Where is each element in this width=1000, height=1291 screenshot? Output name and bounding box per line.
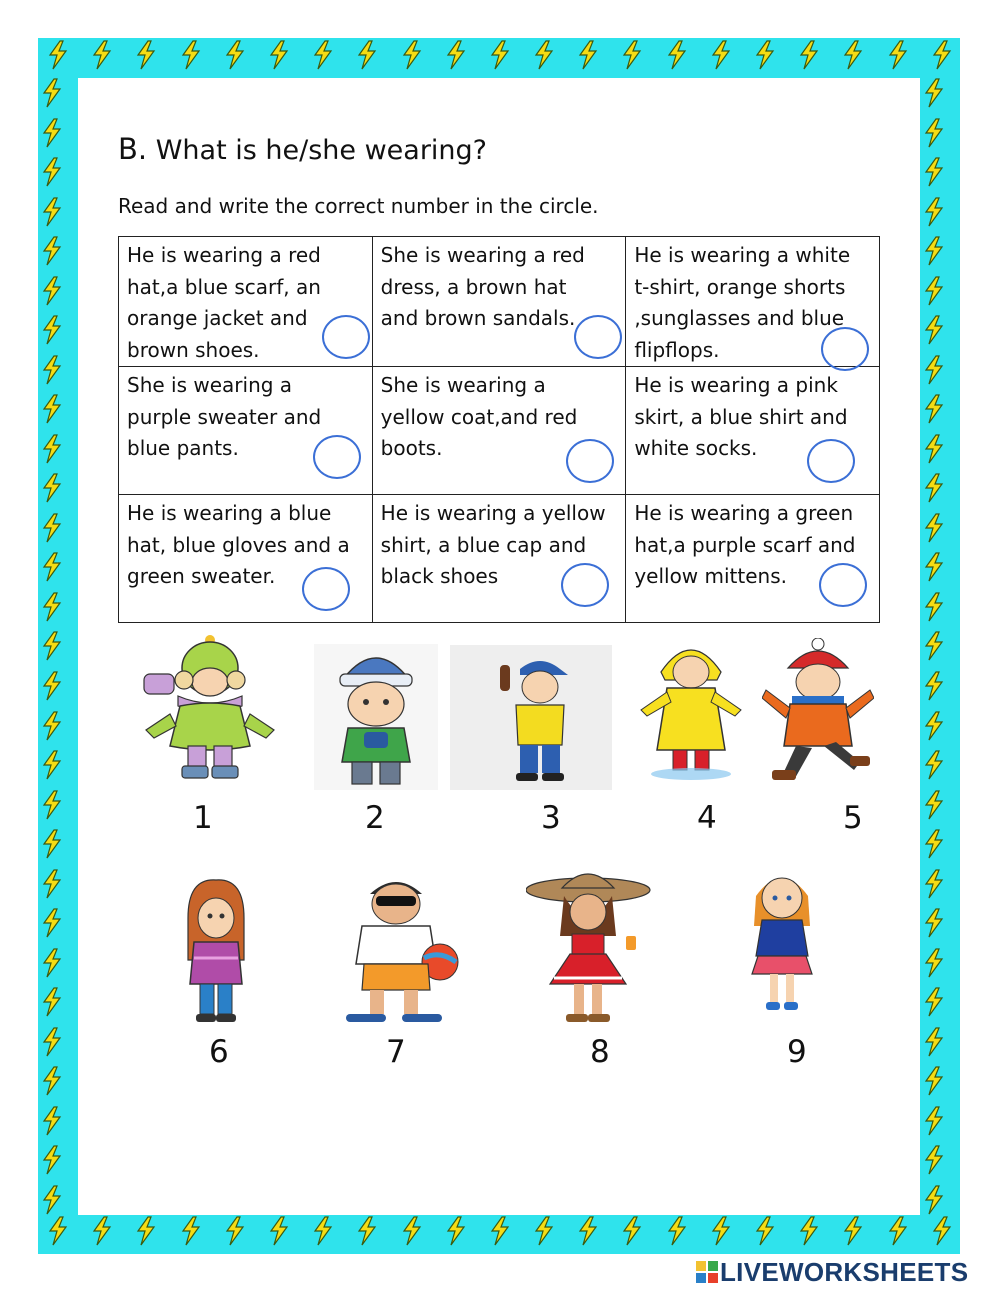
lightning-bolt-icon bbox=[620, 1216, 644, 1246]
lightning-bolt-icon bbox=[922, 869, 946, 899]
table-row bbox=[119, 495, 880, 623]
lightning-bolt-icon bbox=[886, 40, 910, 70]
clue-cell bbox=[626, 237, 880, 367]
clue-line: He is wearing a pink bbox=[634, 373, 838, 397]
lightning-bolt-icon bbox=[90, 40, 114, 70]
clue-cell bbox=[119, 237, 373, 367]
lightning-bolt-icon bbox=[40, 631, 64, 661]
figure-number: 5 bbox=[843, 800, 863, 836]
lightning-bolt-icon bbox=[922, 948, 946, 978]
lightning-bolt-icon bbox=[40, 829, 64, 859]
lightning-bolt-icon bbox=[40, 1185, 64, 1215]
lightning-bolt-icon bbox=[922, 197, 946, 227]
lightning-bolt-icon bbox=[922, 829, 946, 859]
girl-purple-sweater-icon bbox=[180, 878, 252, 1024]
clue-table bbox=[118, 236, 880, 623]
boy-yellow-shirt-blue-cap-icon bbox=[450, 645, 612, 790]
table-row bbox=[119, 367, 880, 495]
figure-number: 7 bbox=[386, 1034, 406, 1070]
clue-line: He is wearing a red bbox=[127, 243, 321, 267]
lightning-bolt-icon bbox=[922, 1066, 946, 1096]
lightning-bolt-icon bbox=[223, 40, 247, 70]
clue-cell bbox=[119, 367, 373, 495]
clue-line: yellow mittens. bbox=[634, 564, 787, 588]
instructions: Read and write the correct number in the circle. bbox=[118, 194, 599, 218]
clue-line: purple sweater and bbox=[127, 404, 322, 429]
clue-cell bbox=[372, 495, 626, 623]
clue-line: green sweater. bbox=[127, 564, 276, 588]
lightning-bolt-icon bbox=[40, 236, 64, 266]
lightning-bolt-icon bbox=[922, 276, 946, 306]
lightning-bolt-icon bbox=[922, 987, 946, 1017]
lightning-bolt-icon bbox=[532, 40, 556, 70]
lightning-bolt-icon bbox=[40, 711, 64, 741]
child-green-coat-earmuffs-icon bbox=[138, 634, 282, 780]
border-top-bolts bbox=[46, 40, 954, 76]
lightning-bolt-icon bbox=[922, 236, 946, 266]
lightning-bolt-icon bbox=[576, 40, 600, 70]
lightning-bolt-icon bbox=[922, 157, 946, 187]
lightning-bolt-icon bbox=[40, 1145, 64, 1175]
lightning-bolt-icon bbox=[922, 78, 946, 108]
clue-line: orange jacket and bbox=[127, 306, 308, 330]
exercise-letter: B. bbox=[118, 132, 148, 166]
answer-circle[interactable] bbox=[819, 563, 867, 607]
lightning-bolt-icon bbox=[576, 1216, 600, 1246]
lightning-bolt-icon bbox=[134, 1216, 158, 1246]
lightning-bolt-icon bbox=[922, 315, 946, 345]
clue-line: hat, blue gloves and a bbox=[127, 532, 350, 557]
lightning-bolt-icon bbox=[620, 40, 644, 70]
lightning-bolt-icon bbox=[134, 40, 158, 70]
lightning-bolt-icon bbox=[267, 1216, 291, 1246]
clue-line: He is wearing a blue bbox=[127, 501, 332, 525]
lightning-bolt-icon bbox=[46, 1216, 70, 1246]
lightning-bolt-icon bbox=[922, 671, 946, 701]
lightning-bolt-icon bbox=[311, 1216, 335, 1246]
girl-blue-shirt-pink-skirt-icon bbox=[738, 866, 826, 1014]
lightning-bolt-icon bbox=[40, 750, 64, 780]
border-left-bolts bbox=[40, 78, 76, 1215]
clue-line: He is wearing a white bbox=[634, 243, 851, 267]
clue-line: black shoes bbox=[380, 564, 499, 588]
boy-white-tshirt-sunglasses-icon bbox=[340, 870, 460, 1026]
lightning-bolt-icon bbox=[753, 40, 777, 70]
answer-circle[interactable] bbox=[821, 327, 869, 371]
clue-cell bbox=[372, 237, 626, 367]
clue-line: hat,a blue scarf, an bbox=[127, 274, 321, 299]
clue-line: hat,a purple scarf and bbox=[634, 532, 856, 557]
clue-cell bbox=[119, 495, 373, 623]
lightning-bolt-icon bbox=[922, 750, 946, 780]
clue-line: brown shoes. bbox=[127, 337, 260, 362]
figure-number: 2 bbox=[365, 800, 385, 836]
lightning-bolt-icon bbox=[40, 78, 64, 108]
answer-circle[interactable] bbox=[313, 435, 361, 479]
lightning-bolt-icon bbox=[40, 948, 64, 978]
clue-line: boots. bbox=[380, 436, 443, 460]
lightning-bolt-icon bbox=[223, 1216, 247, 1246]
boy-blue-hat-green-sweater-icon bbox=[314, 644, 438, 790]
lightning-bolt-icon bbox=[46, 40, 70, 70]
clue-line: She is wearing a red bbox=[380, 243, 585, 267]
figure-number: 6 bbox=[209, 1034, 229, 1070]
lightning-bolt-icon bbox=[841, 40, 865, 70]
lightning-bolt-icon bbox=[179, 1216, 203, 1246]
lightning-bolt-icon bbox=[841, 1216, 865, 1246]
figure-number: 4 bbox=[697, 800, 717, 836]
lightning-bolt-icon bbox=[797, 40, 821, 70]
lightning-bolt-icon bbox=[355, 40, 379, 70]
lightning-bolt-icon bbox=[40, 671, 64, 701]
lightning-bolt-icon bbox=[922, 1027, 946, 1057]
lightning-bolt-icon bbox=[922, 552, 946, 582]
clue-cell bbox=[372, 367, 626, 495]
boy-orange-jacket-red-hat-icon bbox=[762, 638, 874, 784]
clue-line: skirt, a blue shirt and bbox=[634, 404, 848, 429]
answer-circle[interactable] bbox=[322, 315, 370, 359]
exercise-heading bbox=[118, 132, 487, 166]
liveworksheets-logo-icon bbox=[696, 1261, 718, 1283]
lightning-bolt-icon bbox=[355, 1216, 379, 1246]
answer-circle[interactable] bbox=[807, 439, 855, 483]
answer-circle[interactable] bbox=[574, 315, 622, 359]
clue-line: ,sunglasses and blue bbox=[634, 306, 845, 330]
girl-red-dress-brown-hat-icon bbox=[526, 866, 654, 1028]
lightning-bolt-icon bbox=[40, 276, 64, 306]
lightning-bolt-icon bbox=[930, 1216, 954, 1246]
lightning-bolt-icon bbox=[922, 790, 946, 820]
lightning-bolt-icon bbox=[40, 987, 64, 1017]
table-row bbox=[119, 237, 880, 367]
lightning-bolt-icon bbox=[922, 908, 946, 938]
lightning-bolt-icon bbox=[40, 118, 64, 148]
lightning-bolt-icon bbox=[40, 434, 64, 464]
figure-number: 3 bbox=[541, 800, 561, 836]
lightning-bolt-icon bbox=[444, 1216, 468, 1246]
lightning-bolt-icon bbox=[90, 1216, 114, 1246]
lightning-bolt-icon bbox=[444, 40, 468, 70]
lightning-bolt-icon bbox=[922, 1145, 946, 1175]
clue-line: white socks. bbox=[634, 436, 758, 460]
lightning-bolt-icon bbox=[532, 1216, 556, 1246]
border-right-bolts bbox=[922, 78, 958, 1215]
answer-circle[interactable] bbox=[561, 563, 609, 607]
lightning-bolt-icon bbox=[488, 1216, 512, 1246]
clue-line: She is wearing a bbox=[380, 373, 546, 397]
figure-number: 8 bbox=[590, 1034, 610, 1070]
clue-line: She is wearing a bbox=[127, 373, 293, 397]
answer-circle[interactable] bbox=[566, 439, 614, 483]
lightning-bolt-icon bbox=[40, 552, 64, 582]
lightning-bolt-icon bbox=[40, 1106, 64, 1136]
answer-circle[interactable] bbox=[302, 567, 350, 611]
lightning-bolt-icon bbox=[40, 790, 64, 820]
clue-cell bbox=[626, 367, 880, 495]
exercise-title: What is he/she wearing? bbox=[155, 135, 488, 166]
lightning-bolt-icon bbox=[665, 40, 689, 70]
lightning-bolt-icon bbox=[797, 1216, 821, 1246]
clue-line: yellow coat,and red bbox=[380, 404, 578, 429]
lightning-bolt-icon bbox=[922, 118, 946, 148]
lightning-bolt-icon bbox=[40, 394, 64, 424]
lightning-bolt-icon bbox=[40, 592, 64, 622]
lightning-bolt-icon bbox=[922, 513, 946, 543]
clue-line: He is wearing a green bbox=[634, 501, 854, 525]
brand-name: LIVEWORKSHEETS bbox=[720, 1256, 969, 1287]
figure-number: 9 bbox=[787, 1034, 807, 1070]
lightning-bolt-icon bbox=[40, 315, 64, 345]
brand bbox=[696, 1258, 968, 1286]
figure-number: 1 bbox=[193, 800, 213, 836]
clue-line: and brown sandals. bbox=[380, 306, 576, 330]
lightning-bolt-icon bbox=[922, 1185, 946, 1215]
lightning-bolt-icon bbox=[400, 40, 424, 70]
border-bottom-bolts bbox=[46, 1216, 954, 1252]
lightning-bolt-icon bbox=[886, 1216, 910, 1246]
lightning-bolt-icon bbox=[40, 908, 64, 938]
clue-line: blue pants. bbox=[127, 436, 239, 460]
lightning-bolt-icon bbox=[40, 355, 64, 385]
lightning-bolt-icon bbox=[311, 40, 335, 70]
lightning-bolt-icon bbox=[922, 631, 946, 661]
lightning-bolt-icon bbox=[922, 1106, 946, 1136]
lightning-bolt-icon bbox=[922, 394, 946, 424]
lightning-bolt-icon bbox=[709, 1216, 733, 1246]
lightning-bolt-icon bbox=[753, 1216, 777, 1246]
clue-line: dress, a brown hat bbox=[380, 274, 567, 299]
clue-line: He is wearing a yellow bbox=[380, 501, 606, 525]
lightning-bolt-icon bbox=[267, 40, 291, 70]
lightning-bolt-icon bbox=[40, 197, 64, 227]
lightning-bolt-icon bbox=[179, 40, 203, 70]
clue-line: shirt, a blue cap and bbox=[380, 532, 587, 557]
lightning-bolt-icon bbox=[922, 355, 946, 385]
lightning-bolt-icon bbox=[922, 592, 946, 622]
clue-line: t-shirt, orange shorts bbox=[634, 274, 846, 299]
lightning-bolt-icon bbox=[930, 40, 954, 70]
lightning-bolt-icon bbox=[400, 1216, 424, 1246]
lightning-bolt-icon bbox=[40, 869, 64, 899]
lightning-bolt-icon bbox=[40, 513, 64, 543]
lightning-bolt-icon bbox=[488, 40, 512, 70]
lightning-bolt-icon bbox=[709, 40, 733, 70]
lightning-bolt-icon bbox=[40, 1027, 64, 1057]
lightning-bolt-icon bbox=[922, 473, 946, 503]
clue-cell bbox=[626, 495, 880, 623]
lightning-bolt-icon bbox=[40, 473, 64, 503]
lightning-bolt-icon bbox=[40, 1066, 64, 1096]
clue-line: flipflops. bbox=[634, 337, 720, 362]
lightning-bolt-icon bbox=[922, 711, 946, 741]
lightning-bolt-icon bbox=[665, 1216, 689, 1246]
lightning-bolt-icon bbox=[922, 434, 946, 464]
child-yellow-raincoat-icon bbox=[637, 632, 745, 782]
lightning-bolt-icon bbox=[40, 157, 64, 187]
